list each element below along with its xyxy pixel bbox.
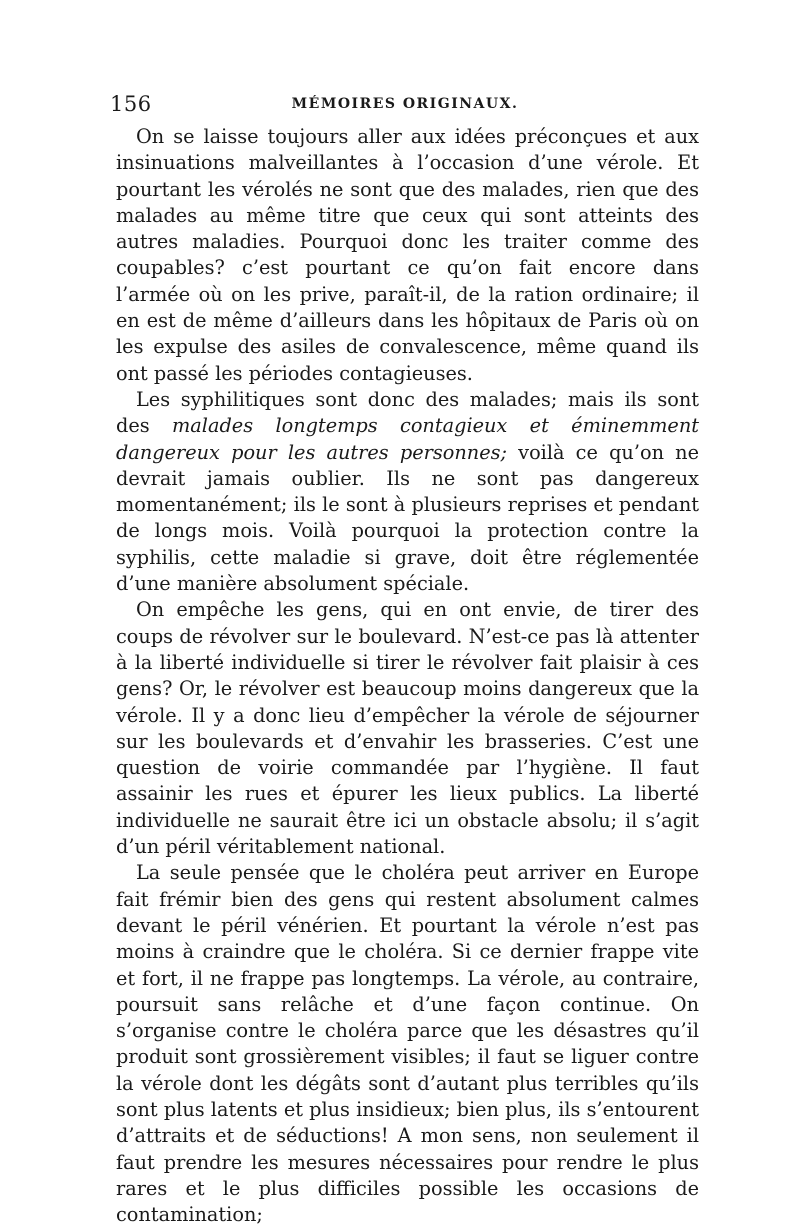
running-head: MÉMOIRES ORIGINAUX. (291, 96, 519, 112)
page-number: 156 (110, 92, 152, 116)
paragraph-4: La seule pensée que le choléra peut arriver en Europe fait frémir bien des gens qui restent absolument calmes devant le péril vénérien. Et pourtant la vérole n’est pas moins à craindre que le choléra. Si ce dernier frappe vite et fort, il ne frappe pas longtemps. La vérole, au contraire, poursuit sans relâche et d’une façon continue. On s’organise contre le choléra parce que les désastres qu’il produit sont grossièrement visibles; il faut se liguer contre la vérole dont les dégâts sont d’autant plus terribles qu’ils sont plus latents et plus insidieux; bien plus, ils s’entourent d’attraits et de séductions! A mon sens, non seulement il faut prendre les mesures nécessaires pour rendre le plus rares et le plus difficiles possible les occasions de contamination; (116, 861, 699, 1227)
page-header (110, 92, 700, 122)
paragraph-2 (116, 387, 699, 597)
paragraph-1: On se laisse toujours aller aux idées préconçues et aux insinuations malveillantes à l’occasion d’une vérole. Et pourtant les vérolés ne sont que des malades, rien que des malades au même titre que ceux qui sont atteints des autres maladies. Pourquoi donc les traiter comme des coupables? c’est pourtant ce qu’on fait encore dans l’armée où on les prive, paraît-il, de la ration ordinaire; il en est de même d’ailleurs dans les hôpitaux de Paris où on les expulse des asiles de convalescence, même quand ils ont passé les périodes contagieuses. (116, 125, 699, 385)
body-text (116, 124, 699, 1228)
paragraph-2-rest: voilà ce qu’on ne devrait jamais oublier. Ils ne sont pas dangereux momentanément; ils le sont à plusieurs reprises et pendant de longs mois. Voilà pourquoi la protection contre la syphilis, cette maladie si grave, doit être réglementée d’une manière absolument spéciale. (116, 440, 699, 596)
paragraph-2-lead: Les syphilitiques sont donc des malades; mais ils sont des (116, 387, 699, 438)
paragraph-2-emphasis: malades longtemps contagieux et éminemment dangereux pour les autres personnes; (116, 414, 700, 464)
paragraph-3: On empêche les gens, qui en ont envie, de tirer des coups de révolver sur le boulevard. N’est-ce pas là attenter à la liberté individuelle si tirer le révolver fait plaisir à ces gens? Or, le révolver est beaucoup moins dangereux que la vérole. Il y a donc lieu d’empêcher la vérole de séjourner sur les boulevards et d’envahir les brasseries. C’est une question de voirie commandée par l’hygiène. Il faut assainir les rues et épurer les lieux publics. La liberté individuelle ne saurait être ici un obstacle absolu; il s’agit d’un péril véritablement national. (116, 598, 699, 859)
